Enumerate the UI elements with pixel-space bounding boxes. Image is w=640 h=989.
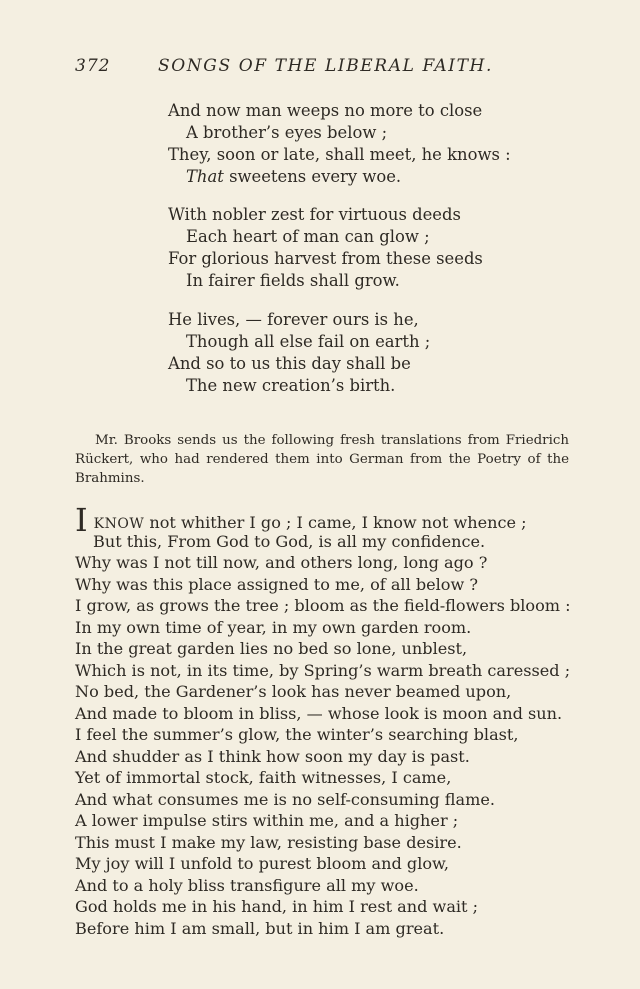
poem-line: In my own time of year, in my own garden room. — [75, 617, 472, 637]
poem-line: And made to bloom in bliss, — whose look is moon and sun. — [75, 703, 563, 723]
verse-line: A brother’s eyes below ; — [186, 123, 388, 142]
poem-line: Why was this place assigned to me, of all below ? — [75, 574, 479, 594]
poem-line: I feel the summer’s glow, the winter’s searching blast, — [75, 725, 519, 744]
poem-line: This must I make my law, resisting base desire. — [75, 832, 462, 852]
verse-line-rest: sweetens every woe. — [223, 167, 402, 186]
verse-line: They, soon or late, shall meet, he knows : — [168, 145, 511, 164]
verse-line: The new creation’s birth. — [186, 376, 396, 395]
poem-line: No bed, the Gardener’s look has never beamed upon, — [75, 682, 512, 701]
poem-line: I grow, as grows the tree ; bloom as the field-flowers bloom : — [75, 596, 571, 615]
verse-line: And so to us this day shall be — [168, 354, 411, 373]
poem-line: And what consumes me is no self-consuming flame. — [75, 789, 496, 809]
translated-poem — [75, 501, 575, 939]
poem-line: In the great garden lies no bed so lone, unblest, — [75, 639, 468, 658]
poem-line: Yet of immortal stock, faith witnesses, I came, — [75, 768, 452, 787]
drop-cap: I — [75, 501, 88, 539]
page-number: 372 — [75, 56, 111, 76]
verse-line: In fairer fields shall grow. — [186, 271, 400, 290]
stanza-2 — [168, 204, 528, 292]
first-line-rest: not whither I go ; I came, I know not whence ; — [144, 513, 527, 532]
stanza-3 — [168, 309, 528, 397]
verse-line: With nobler zest for virtuous deeds — [168, 205, 461, 224]
poem-first-line — [75, 501, 575, 539]
verse-line: Though all else fail on earth ; — [186, 332, 431, 351]
poem-line: God holds me in his hand, in him I rest and wait ; — [75, 897, 479, 916]
poem-line: My joy will I unfold to purest bloom and glow, — [75, 854, 450, 873]
editorial-note: Mr. Brooks sends us the following fresh translations from Friedrich Rückert, who had rendered them into German from the Poetry of the Brahmins. — [75, 433, 569, 486]
verse-line — [168, 166, 528, 188]
verse-line: Each heart of man can glow ; — [186, 227, 430, 246]
running-title: SONGS OF THE LIBERAL FAITH. — [158, 56, 493, 76]
verse-line: For glorious harvest from these seeds — [168, 249, 483, 268]
poem-line: A lower impulse stirs within me, and a higher ; — [75, 811, 459, 830]
poem-line: Which is not, in its time, by Spring’s warm breath caressed ; — [75, 660, 571, 680]
page-header — [75, 56, 495, 84]
poem-line: But this, From God to God, is all my confidence. — [93, 531, 486, 551]
verse-line: He lives, — forever ours is he, — [168, 310, 419, 329]
poem-line: And to a holy bliss transfigure all my woe. — [75, 875, 419, 895]
small-caps-word: KNOW — [93, 516, 145, 532]
poem-line: Why was I not till now, and others long, long ago ? — [75, 553, 488, 572]
poem-line: Before him I am small, but in him I am great. — [75, 918, 445, 938]
poem-line: And shudder as I think how soon my day is past. — [75, 746, 470, 766]
italic-word: That — [186, 167, 224, 186]
verse-line: And now man weeps no more to close — [168, 101, 483, 120]
stanza-1 — [168, 100, 528, 188]
